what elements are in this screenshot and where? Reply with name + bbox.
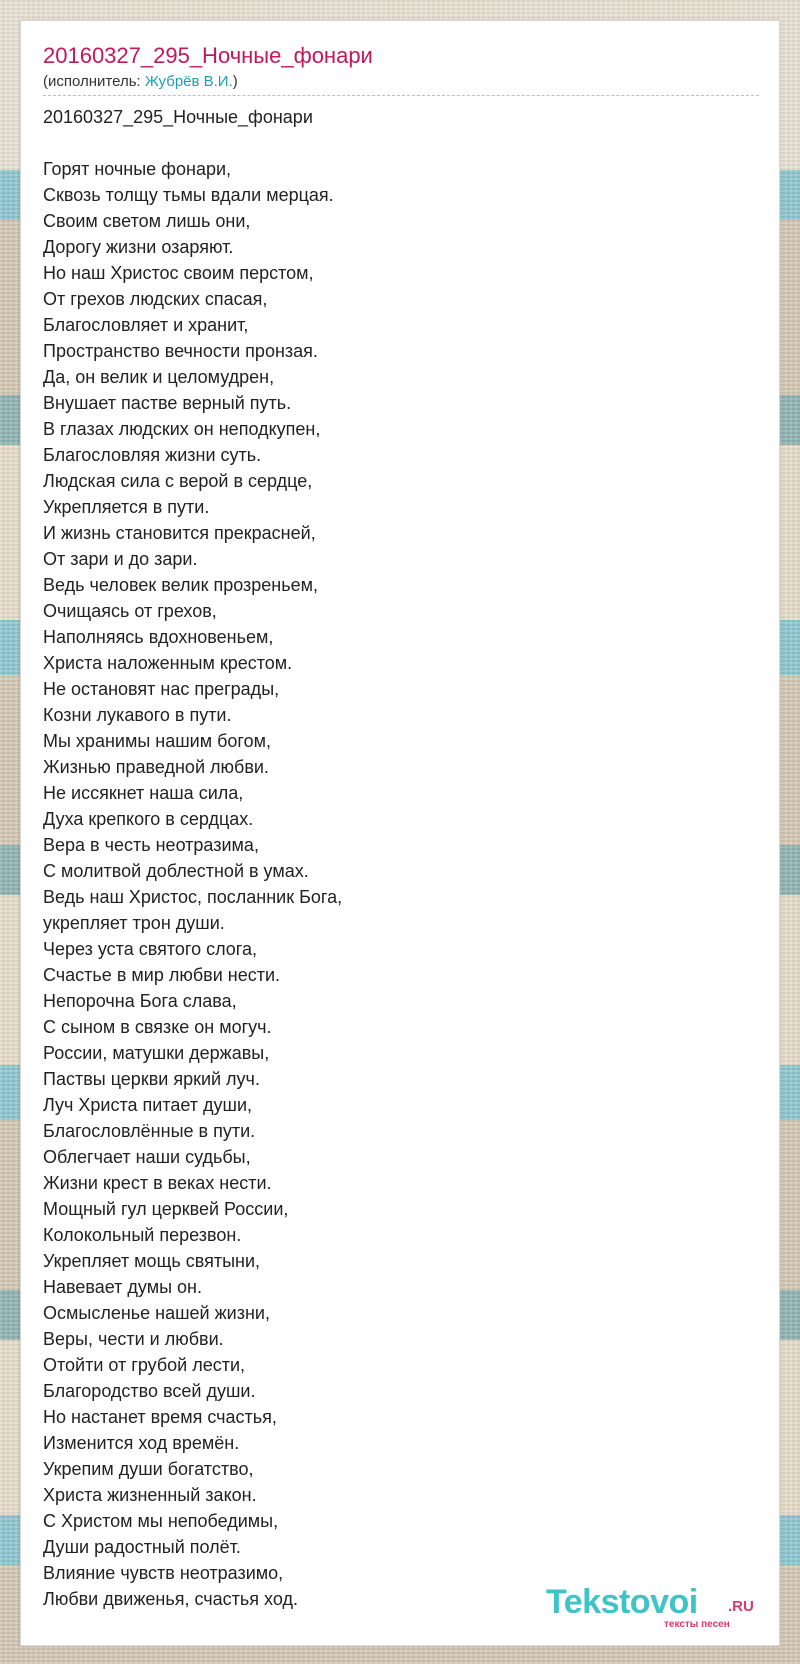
lyric-line: Счастье в мир любви нести.	[43, 965, 281, 985]
artist-prefix: (исполнитель:	[43, 73, 145, 90]
lyrics-heading: 20160327_295_Ночные_фонари	[43, 107, 313, 127]
lyric-line: Козни лукавого в пути.	[43, 705, 232, 725]
lyric-line: России, матушки державы,	[43, 1043, 270, 1063]
lyric-line: Но настанет время счастья,	[43, 1407, 277, 1427]
lyric-line: Души радостный полёт.	[43, 1537, 241, 1557]
lyric-line: Сквозь толщу тьмы вдали мерцая.	[43, 185, 334, 205]
lyric-line: Укрепляет мощь святыни,	[43, 1251, 261, 1271]
lyrics-body	[43, 156, 342, 1612]
lyric-line: Влияние чувств неотразимо,	[43, 1563, 284, 1583]
site-logo[interactable]	[546, 1583, 754, 1630]
lyric-line: С сыном в связке он могуч.	[43, 1017, 272, 1037]
lyric-line: Очищаясь от грехов,	[43, 601, 217, 621]
lyric-line: Своим светом лишь они,	[43, 211, 251, 231]
lyric-line: Внушает пастве верный путь.	[43, 393, 292, 413]
lyric-line: Не иссякнет наша сила,	[43, 783, 244, 803]
lyric-line: Осмысленье нашей жизни,	[43, 1303, 270, 1323]
lyric-line: Паствы церкви яркий луч.	[43, 1069, 260, 1089]
lyric-line: От зари и до зари.	[43, 549, 198, 569]
lyric-line: Вера в честь неотразима,	[43, 835, 259, 855]
lyric-line: Благородство всей души.	[43, 1381, 256, 1401]
lyric-line: Любви движенья, счастья ход.	[43, 1589, 298, 1609]
lyric-line: Через уста святого слога,	[43, 939, 257, 959]
lyric-line: Людская сила с верой в сердце,	[43, 471, 313, 491]
lyric-line: Ведь человек велик прозреньем,	[43, 575, 319, 595]
lyric-line: укрепляет трон души.	[43, 913, 225, 933]
lyric-line: Непорочна Бога слава,	[43, 991, 237, 1011]
content-card	[20, 20, 780, 1646]
lyric-line: В глазах людских он неподкупен,	[43, 419, 321, 439]
lyric-line: Благословляя жизни суть.	[43, 445, 262, 465]
lyric-line: Благословляет и хранит,	[43, 315, 249, 335]
lyric-line: Христа наложенным крестом.	[43, 653, 293, 673]
logo-tld: .RU	[728, 1598, 754, 1615]
artist-line	[43, 73, 238, 90]
lyric-line: Дорогу жизни озаряют.	[43, 237, 234, 257]
song-title: 20160327_295_Ночные_фонари	[43, 43, 373, 68]
logo-wordmark: Tekstovoi	[546, 1583, 698, 1621]
artist-suffix: )	[232, 73, 238, 90]
lyric-line: Веры, чести и любви.	[43, 1329, 224, 1349]
lyric-line: Отойти от грубой лести,	[43, 1355, 246, 1375]
lyric-line: Облегчает наши судьбы,	[43, 1147, 251, 1167]
lyric-line: Изменится ход времён.	[43, 1433, 240, 1453]
lyric-line: Мы хранимы нашим богом,	[43, 731, 271, 751]
lyric-line: Луч Христа питает души,	[43, 1095, 253, 1115]
lyric-line: Колокольный перезвон.	[43, 1225, 242, 1245]
lyric-line: Духа крепкого в сердцах.	[43, 809, 254, 829]
lyric-line: Горят ночные фонари,	[43, 159, 232, 179]
lyric-line: Укрепляется в пути.	[43, 497, 210, 517]
lyric-line: Христа жизненный закон.	[43, 1485, 257, 1505]
lyric-line: Укрепим души богатство,	[43, 1459, 254, 1479]
lyric-line: Пространство вечности пронзая.	[43, 341, 318, 361]
lyric-line: Жизнью праведной любви.	[43, 757, 269, 777]
logo-tagline: тексты песен	[664, 1619, 730, 1630]
lyric-line: Мощный гул церквей России,	[43, 1199, 289, 1219]
lyric-line: Не остановят нас преграды,	[43, 679, 280, 699]
lyric-line: От грехов людских спасая,	[43, 289, 268, 309]
artist-link[interactable]: Жубрёв В.И.	[144, 73, 233, 90]
title-divider	[43, 95, 759, 96]
lyric-line: Жизни крест в веках нести.	[43, 1173, 272, 1193]
lyric-line: С Христом мы непобедимы,	[43, 1511, 279, 1531]
lyric-line: Да, он велик и целомудрен,	[43, 367, 275, 387]
lyric-line: С молитвой доблестной в умах.	[43, 861, 309, 881]
lyric-line: Благословлённые в пути.	[43, 1121, 256, 1141]
lyric-line: Но наш Христос своим перстом,	[43, 263, 314, 283]
lyric-line: И жизнь становится прекрасней,	[43, 523, 316, 543]
lyric-line: Наполняясь вдохновеньем,	[43, 627, 274, 647]
lyric-line: Навевает думы он.	[43, 1277, 202, 1297]
lyric-line: Ведь наш Христос, посланник Бога,	[43, 887, 343, 907]
